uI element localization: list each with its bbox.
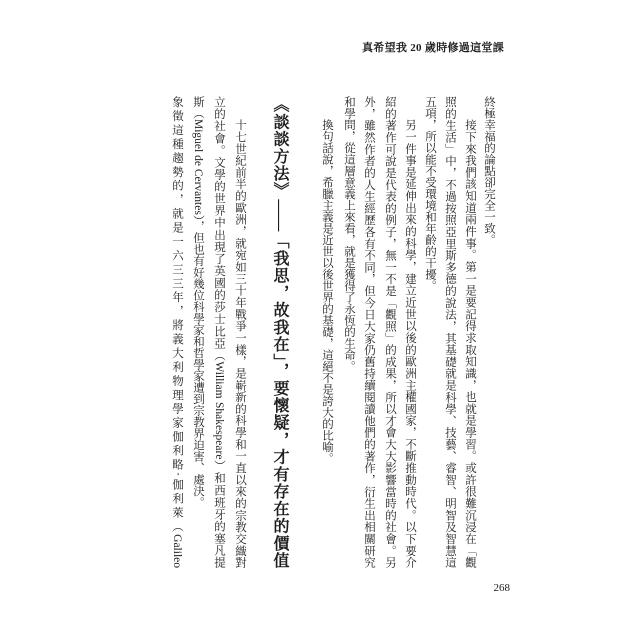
text-column: 換句話說，希臘主義是近世以後世界的基礎，這絕不是誇大的比喻。 — [321, 119, 333, 464]
text-column: 十七世紀前半的歐洲，就宛如三十年戰爭一樣，是嶄新的科學和一直以來的宗教交織對 — [234, 119, 246, 568]
text-column: 外，雖然作者的人生經歷各有不同，但今日大家仍舊持續閱讀他們的著作，衍生出相關研究 — [363, 96, 375, 568]
text-column: 照的生活」中，不過按照亞里斯多德的說法，其基礎就是科學、技藝、睿智、明智及智慧這 — [444, 96, 456, 568]
text-column: 立的社會。文學的世界中出現了英國的莎士比亞（William Shakespeare）和西班牙的塞凡提 — [213, 96, 225, 568]
text-column: 紹的著作可說是代表的例子，無一不是「觀照」的成果，所以才會大大影響當時的社會。另 — [384, 96, 396, 568]
text-column: 接下來我們該知道兩件事。第一是要記得求取知識，也就是學習。或許很難沉浸在「觀 — [464, 119, 476, 568]
text-column: 終極幸福的論點卻完全一致。 — [483, 96, 495, 246]
text-column: 和學問，從這層意義上來看，就是獲得了永恆的生命。 — [343, 96, 355, 372]
text-column: 五項，所以能不受環境和年齡的干擾。 — [424, 96, 436, 292]
text-column: 象徵這種趨勢的，就是一六三三年，將義大利物理學家伽利略‧伽利萊（Galileo — [171, 96, 183, 568]
text-column: 另一件事是延伸出來的科學，建立近世以後的歐洲主權國家，不斷推動時代。以下要介 — [404, 119, 416, 568]
section-heading: 《談談方法》——「我思，故我在」，要懷疑，才有存在的價值 — [271, 96, 288, 568]
running-header: 真希望我 20 歲時修過這堂課 — [362, 42, 504, 54]
text-column: 斯（Miguel de Cervantes），但也有好幾位科學家和哲學家遭到宗教界迫害、處決。 — [192, 96, 204, 509]
page-number: 268 — [493, 582, 510, 594]
